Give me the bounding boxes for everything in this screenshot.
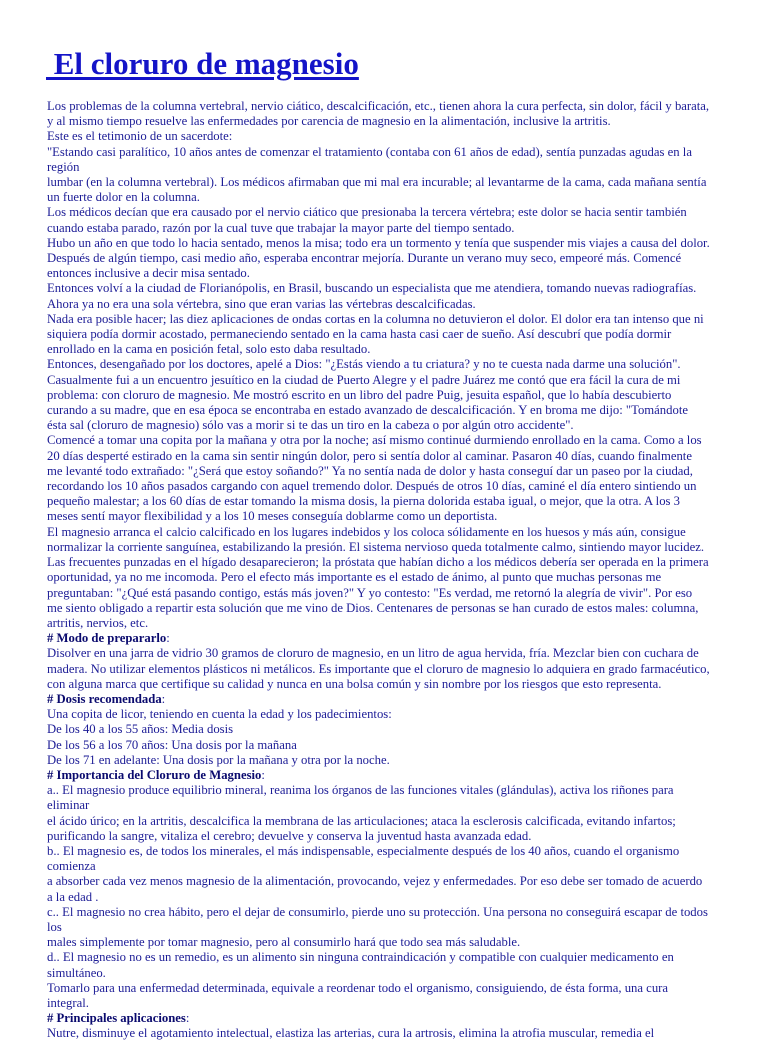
- text-line: eliminar: [47, 798, 90, 813]
- text-line: a la edad .: [47, 889, 99, 904]
- text-line: a absorber cada vez menos magnesio de la alimentación, provocando, vejez y enfermedades. Por eso debe ser tomado de acuerdo: [47, 874, 703, 889]
- text-line: me siento obligado a repartir esta solución que me vino de Dios. Centenares de personas se han curado de estos males: columna,: [47, 600, 699, 615]
- text-line: madera. No utilizar elementos plásticos ni metálicos. Es importante que el cloruro de magnesio lo adquiera en grado farmacéutico,: [47, 661, 710, 676]
- text-line: Disolver en una jarra de vidrio 30 gramos de cloruro de magnesio, en un litro de agua hervida, fría. Mezclar bien con cuchara de: [47, 646, 699, 661]
- text-line: y al mismo tiempo resuelve las enfermedades por carencia de magnesio en la alimentación, inclusive la artritis.: [47, 114, 611, 129]
- text-line: artritis, nervios, etc.: [47, 615, 149, 630]
- text-line: problema: con cloruro de magnesio. Me mostró escrito en un libro del padre Puig, jesuita español, que lo había descubierto: [47, 387, 672, 402]
- text-line: Los problemas de la columna vertebral, nervio ciático, descalcificación, etc., tienen ahora la cura perfecta, sin dolor, fácil y barata,: [47, 99, 710, 113]
- text-line: comienza: [47, 859, 96, 874]
- text-line: males simplemente por tomar magnesio, pero al consumirlo hará que todo sea más saludable.: [47, 935, 521, 950]
- text-line: Después de algún tiempo, casi medio año, esperaba encontrar mejoría. Durante un verano muy seco, empeoré más. Comencé: [47, 251, 682, 266]
- section-heading-dosis: # Dosis recomendada:: [47, 691, 166, 706]
- importancia-section: [47, 783, 727, 1011]
- text-line: pequeño malestar; a los 60 días de estar tomando la misma dosis, la pierna dolorida estaba igual, o mejor, que la otra. A los 3: [47, 494, 681, 509]
- aplicaciones-section: [47, 1026, 727, 1041]
- text-line: De los 56 a los 70 años: Una dosis por la mañana: [47, 737, 297, 752]
- section-heading-modo: # Modo de prepararlo:: [47, 631, 170, 646]
- article-body: [47, 99, 727, 1042]
- text-line: 20 días desperté estirado en la cama sin sentir ningún dolor, pero si sentía dolor al caminar. Pasaron 40 días, cuando finalmente: [47, 448, 692, 463]
- text-line: región: [47, 159, 80, 174]
- text-line: cuando estaba parado, razón por la cual tuve que trabajar la mayor parte del tiempo sentado.: [47, 220, 515, 235]
- text-line: Entonces volví a la ciudad de Florianópolis, en Brasil, buscando un especialista que me atendiera, tomando nuevas radiografías.: [47, 281, 697, 296]
- section-heading-aplicaciones: # Principales aplicaciones:: [47, 1011, 190, 1026]
- text-line: Hubo un año en que todo lo hacia sentado, menos la misa; todo era un tormento y tenía que suspender mis viajes a causa del dolor.: [47, 235, 710, 250]
- text-line: Entonces, desengañado por los doctores, apelé a Dios: "¿Estás viendo a tu criatura? y no te cuesta nada darme una solución".: [47, 357, 681, 372]
- page-title: El cloruro de magnesio: [46, 46, 359, 81]
- text-line: Nada era posible hacer; las diez aplicaciones de ondas cortas en la columna no detuvieron el dolor. El dolor era tan intenso que ni: [47, 311, 704, 326]
- text-line: De los 71 en adelante: Una dosis por la mañana y otra por la noche.: [47, 752, 390, 767]
- text-line: Comencé a tomar una copita por la mañana y otra por la noche; así mismo continué durmiendo enrollado en la cama. Como a los: [47, 433, 702, 448]
- text-line: me levanté todo extrañado: "¿Será que estoy soñando?" Ya no sentía nada de dolor y hasta conseguí dar un paseo por la ciudad,: [47, 463, 693, 478]
- text-line: El magnesio arranca el calcio calcificado en los lugares indebidos y los coloca sólidamente en los huesos y más aún, consigue: [47, 524, 686, 539]
- text-line: los: [47, 919, 62, 934]
- text-line: purificando la sangre, vitaliza el cerebro; devuelve y conserva la juventud hasta avanzada edad.: [47, 828, 532, 843]
- text-line: meses sentí mayor flexibilidad y a los 10 meses conseguía doblarme como un deportista.: [47, 509, 498, 524]
- text-line: Tomarlo para una enfermedad determinada, equivale a reordenar todo el organismo, consiguiendo, de ésta forma, una cura: [47, 980, 669, 995]
- text-line: integral.: [47, 995, 89, 1010]
- text-line: Casualmente fui a un encuentro jesuítico en la ciudad de Puerto Alegre y el padre Juárez me contó que era fácil la cura de mi: [47, 372, 681, 387]
- dosis-section: [47, 707, 727, 768]
- text-line: b.. El magnesio es, de todos los minerales, el más indispensable, especialmente después de los 40 años, cuando el organismo: [47, 843, 680, 858]
- text-line: c.. El magnesio no crea hábito, pero el dejar de consumirlo, pierde uno su protección. Una persona no conseguirá escapar de todos: [47, 904, 708, 919]
- text-line: a.. El magnesio produce equilibrio mineral, reanima los órganos de las funciones vitales (glándulas), activa los riñones para: [47, 783, 674, 798]
- text-line: curando a su madre, que en esa época se encontraba en estado avanzado de descalcificación. Y en broma me dijo: "Tomándote: [47, 403, 688, 418]
- section-heading-importancia: # Importancia del Cloruro de Magnesio:: [47, 767, 265, 782]
- text-line: d.. El magnesio no es un remedio, es un alimento sin ninguna contraindicación y compatible con cualquier medicamento en: [47, 950, 674, 965]
- text-line: Ahora ya no era una sola vértebra, sino que eran varias las vértebras descalcificadas.: [47, 296, 476, 311]
- text-line: oportunidad, ya no me incomoda. Pero el efecto más importante es el estado de ánimo, al punto que muchas personas me: [47, 570, 662, 585]
- text-line: con alguna marca que certifique su calidad y nunca en una bolsa común y sin nombre por los riesgos que esto representa.: [47, 676, 662, 691]
- text-line: enrollado en la cama en posición fetal, solo esto daba resultado.: [47, 342, 371, 357]
- text-line: lumbar (en la columna vertebral). Los médicos afirmaban que mi mal era incurable; al levantarme de la cama, cada mañana sentía: [47, 175, 707, 190]
- text-line: Una copita de licor, teniendo en cuenta la edad y los padecimientos:: [47, 707, 392, 722]
- text-line: simultáneo.: [47, 965, 106, 980]
- text-line: Las frecuentes punzadas en el hígado desaparecieron; la próstata que habían dicho a los médicos debería ser operada en la primera: [47, 555, 709, 570]
- text-line: "Estando casi paralítico, 10 años antes de comenzar el tratamiento (contaba con 61 años de edad), sentía punzadas agudas en la: [47, 144, 692, 159]
- text-line: normalizar la corriente sanguínea, estabilizando la presión. El sistema nervioso queda totalmente calmo, sintiendo mayor lucidez.: [47, 539, 705, 554]
- text-line: recordando los 10 años pasados cargando con aquel tremendo dolor. Después de otros 10 días, caminé el día entero sintiendo un: [47, 479, 697, 494]
- text-line: Los médicos decían que era causado por el nervio ciático que presionaba la tercera vértebra; este dolor se hacia sentir también: [47, 205, 687, 220]
- text-line: siquiera podía dormir acostado, permaneciendo sentado en la cama hasta casi caer de sueño. Así descubrí que podía dormir: [47, 327, 672, 342]
- text-line: preguntaban: "¿Qué está pasando contigo, estás más joven?" Y yo contesto: "Es verdad, me retornó la alegría de vivir". Por eso: [47, 585, 693, 600]
- text-line: un fuerte dolor en la columna.: [47, 190, 200, 205]
- text-line: el ácido úrico; en la artritis, descalcifica la membrana de las articulaciones; ataca la esclerosis calcificada, evitando infartos;: [47, 813, 676, 828]
- text-line: Este es el tetimonio de un sacerdote:: [47, 129, 233, 144]
- text-line: entonces inclusive a decir misa sentado.: [47, 266, 250, 281]
- intro-section: [47, 99, 727, 631]
- text-line: De los 40 a los 55 años: Media dosis: [47, 722, 234, 737]
- text-line: ésta sal (cloruro de magnesio) sólo vas a morir si te das un tiro en la cabeza o por algún otro accidente".: [47, 418, 574, 433]
- text-line: Nutre, disminuye el agotamiento intelectual, elastiza las arterias, cura la artrosis, elimina la atrofia muscular, remedia el: [47, 1026, 655, 1041]
- modo-section: [47, 646, 727, 692]
